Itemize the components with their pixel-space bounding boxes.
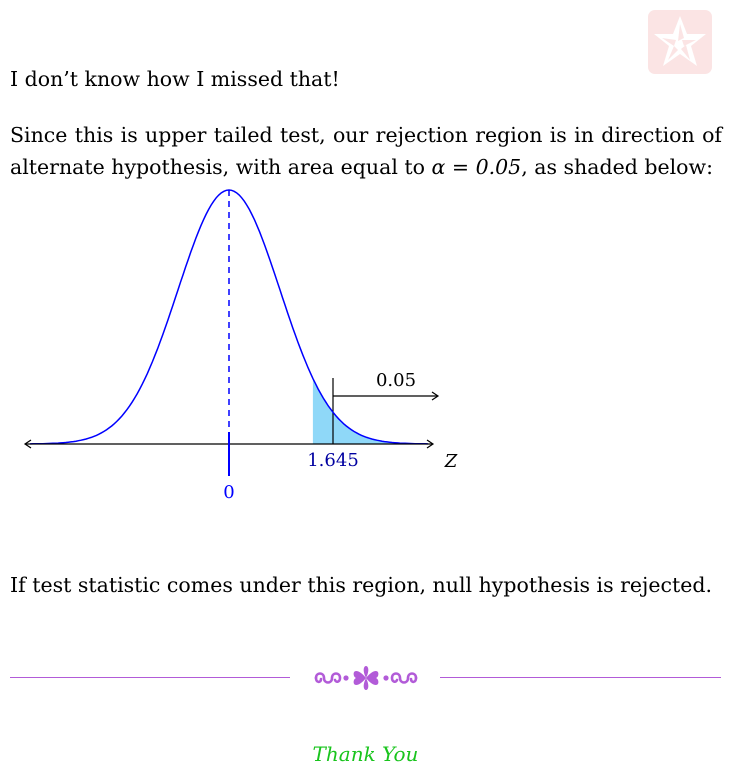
explanation-text: [10, 119, 722, 183]
floral-ornament-icon: [296, 664, 436, 692]
mean-label: 0: [223, 482, 235, 503]
conclusion-text: If test statistic comes under this region, null hypothesis is rejected.: [10, 573, 713, 597]
thank-you-text: Thank You: [312, 742, 419, 766]
star-logo-icon: [648, 10, 712, 74]
alpha-expression: α = 0.05: [431, 155, 522, 179]
explanation-end: , as shaded below:: [521, 155, 713, 179]
divider-line-left: [10, 677, 290, 678]
explanation-body: Since this is upper tailed test, our rejection region is in direction of alternate hypothesis, with area equal to: [10, 123, 722, 179]
divider-line-right: [440, 677, 721, 678]
rejection-region-figure: [0, 175, 480, 510]
tail-area-label: 0.05: [375, 370, 417, 391]
z-axis-label: Z: [444, 451, 458, 472]
critical-value-label: 1.645: [307, 450, 359, 471]
intro-text: I don’t know how I missed that!: [10, 67, 340, 91]
